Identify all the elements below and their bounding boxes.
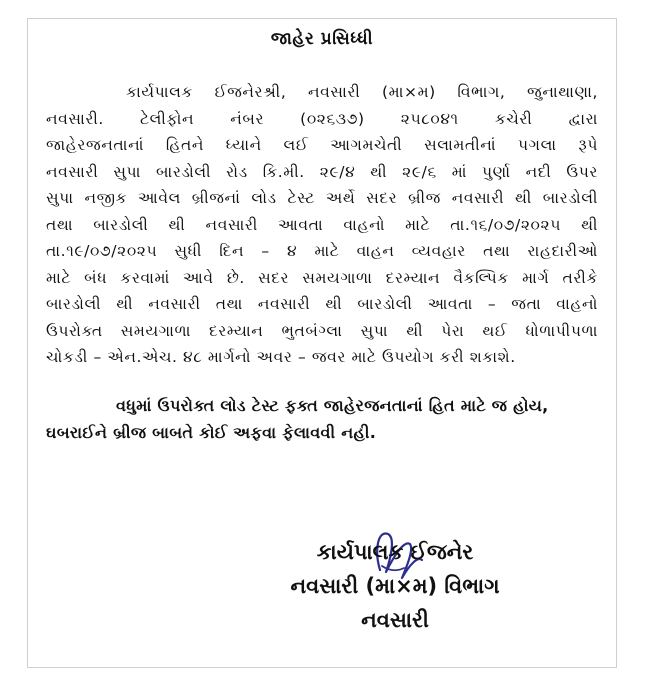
body-line: ચોકડી – એન.એચ. ૪૮ માર્ગનો અવર – જવર માટે ઉપયોગ કરી શકાશે.: [46, 348, 516, 366]
body-line: તા.૧૯/૦૭/૨૦૨૫ સુધી દિન – ૪ માટે વાહન વ્યવહાર તથા રાહદારીઓ: [46, 242, 598, 260]
signature-division: નવસારી (મા×મ) વિભાગ: [290, 574, 500, 598]
body-line: નવસારી. ટેલીફોન નંબર (૦૨૬૩૭) ૨૫૮૦૪૧ કચેરી દ્વારા: [46, 109, 598, 128]
body-line: તથા બારડોલી થી નવસારી આવતા વાહનો માટે તા.૧૬/૦૭/૨૦૨૫ થી: [46, 215, 598, 234]
appeal-line: વધુમાં ઉપરોક્ત લોડ ટેસ્ટ ફક્ત જાહેરજનતાનાં હિત માટે જ હોય,: [116, 396, 549, 415]
body-line: માટે બંધ કરવામાં આવે છે. સદર સમયગાળા દરમ્યાન વૈકલ્પિક માર્ગ તરીકે: [46, 268, 598, 287]
body-line: કાર્યપાલક ઈજનેરશ્રી, નવસારી (મા×મ) વિભાગ, જુનાથાણા,: [126, 83, 598, 101]
notice-title: જાહેર પ્રસિધ્ધી: [270, 29, 374, 49]
signature-designation: કાર્યપાલક ઈજનેર: [316, 540, 474, 564]
notice-body: [46, 79, 598, 371]
signature-block: [210, 535, 580, 637]
appeal-line: ઘબરાઈને બ્રીજ બાબતે કોઈ અફવા ફેલાવવી નહી.: [46, 422, 377, 442]
body-line: બારડોલી થી નવસારી તથા નવસારી થી બારડોલી આવતા – જતા વાહનો: [46, 295, 598, 313]
body-line: ઉપરોક્ત સમયગાળા દરમ્યાન ભુતબંગ્લા સુપા થી પેરા થઈ ધોળાપીપળા: [46, 321, 598, 340]
signature-place: નવસારી: [361, 608, 429, 632]
body-line: સુપા નજીક આવેલ બ્રીજનાં લોડ ટેસ્ટ અર્થે સદર બ્રીજ નવસારી થી બારડોલી: [46, 189, 598, 207]
notice-appeal: [46, 393, 598, 446]
body-line: જાહેરજનતાનાં હિતને ધ્યાને લઈ આગમચેતી સલામતીનાં પગલા રૂપે: [46, 136, 598, 154]
body-line: નવસારી સુપા બારડોલી રોડ કિ.મી. ૨૯/૪ થી ૨૯/૬ માં પુર્ણા નદી ઉપર: [46, 162, 598, 181]
